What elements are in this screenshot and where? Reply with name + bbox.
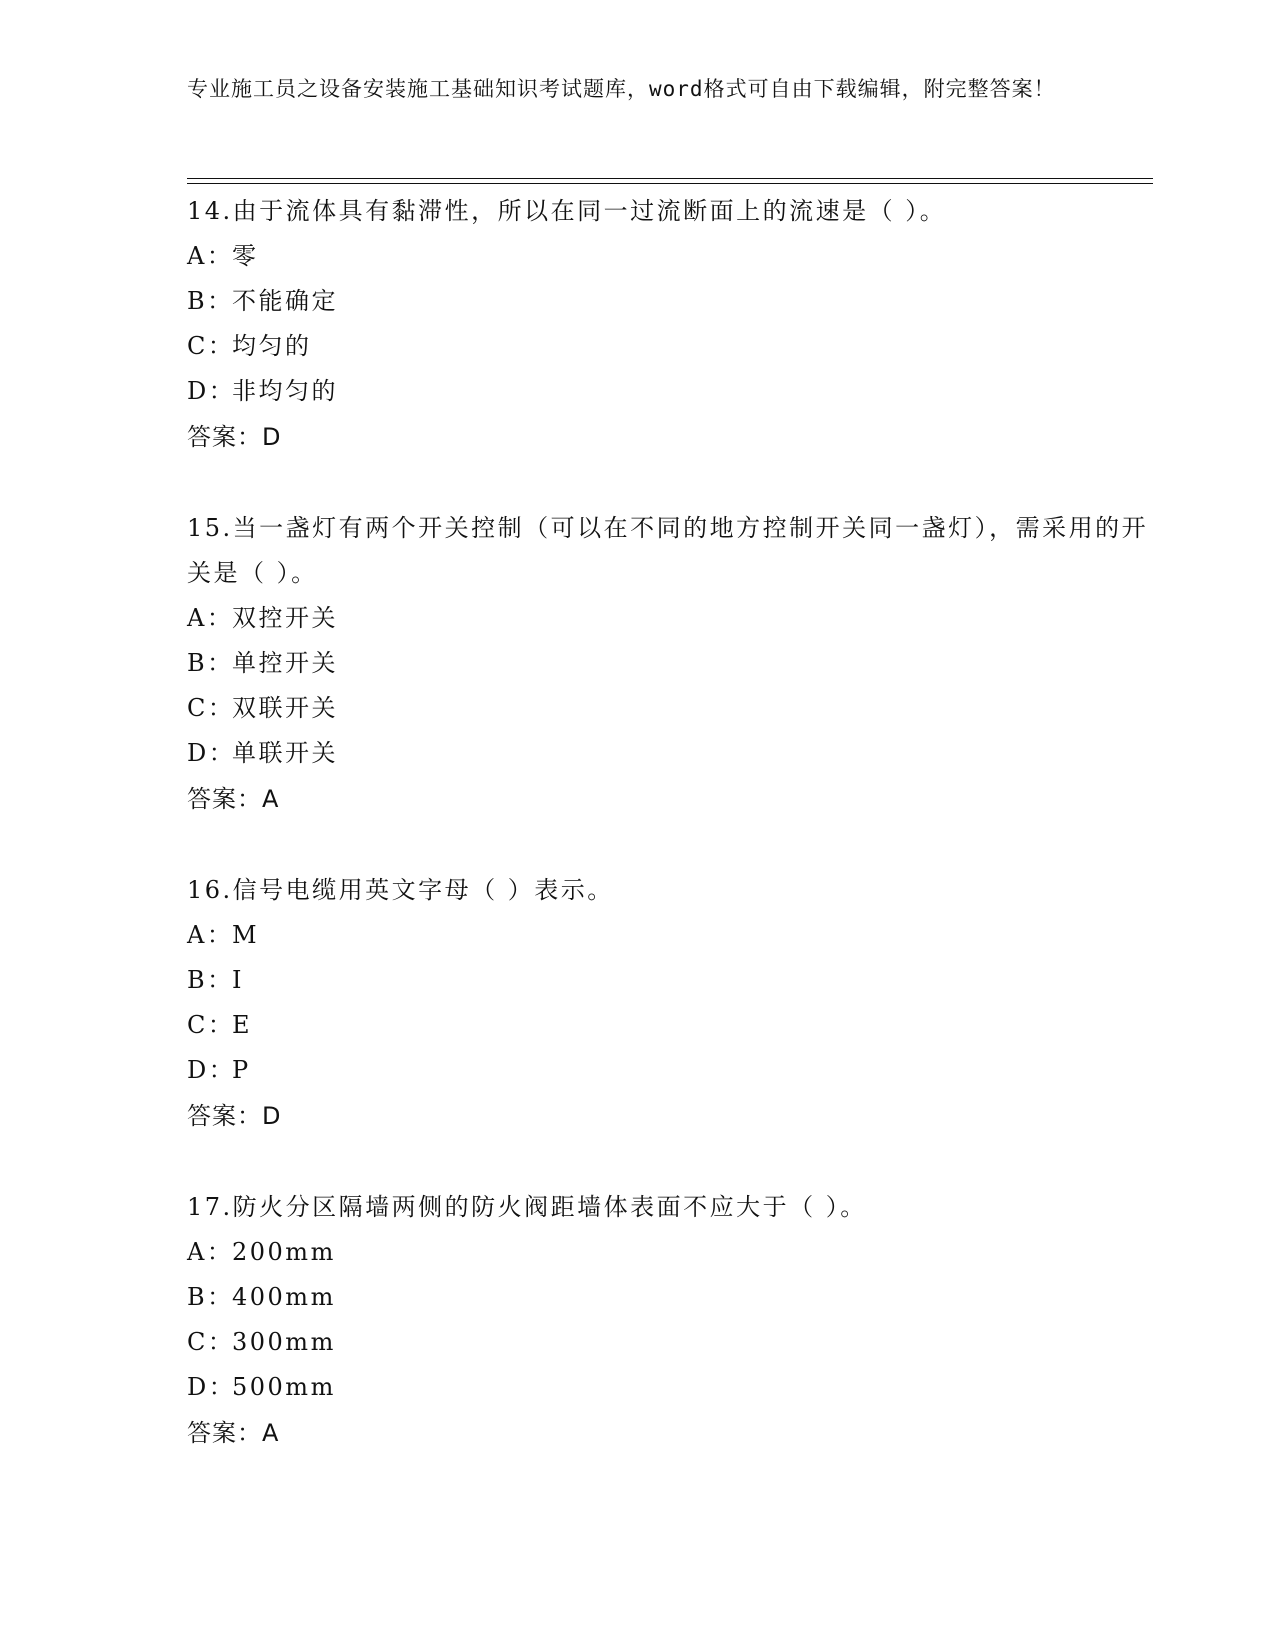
option-label: A： (187, 1238, 234, 1266)
option-text: 非均匀的 (232, 377, 338, 405)
option-label: A： (187, 242, 234, 270)
option-text: E (232, 1011, 253, 1039)
option-label: B： (187, 966, 234, 994)
option-label: B： (187, 1283, 234, 1311)
option-text: 200mm (232, 1238, 336, 1266)
option-text: 400mm (232, 1283, 336, 1311)
option-label: C： (187, 1011, 235, 1039)
option-b (187, 641, 1153, 686)
question-stem: 17.防火分区隔墙两侧的防火阀距墙体表面不应大于（ ）。 (187, 1193, 867, 1221)
question-stem: 14.由于流体具有黏滞性，所以在同一过流断面上的流速是（ ）。 (187, 197, 947, 225)
option-a (187, 1230, 1153, 1275)
question-17 (187, 1185, 1153, 1456)
option-label: D： (187, 1373, 236, 1401)
answer-line: 答案：D (187, 423, 282, 451)
option-c (187, 324, 1153, 369)
question-list (187, 189, 1153, 1502)
option-label: C： (187, 694, 235, 722)
option-b (187, 1275, 1153, 1320)
option-text: 双控开关 (232, 604, 338, 632)
option-text: 双联开关 (232, 694, 338, 722)
option-label: A： (187, 921, 234, 949)
option-text: 单控开关 (232, 649, 338, 677)
option-label: C： (187, 332, 235, 360)
option-b (187, 958, 1153, 1003)
option-label: B： (187, 287, 234, 315)
answer-line: 答案：A (187, 1419, 280, 1447)
option-text: 零 (232, 242, 259, 270)
question-16 (187, 868, 1153, 1139)
answer-line: 答案：A (187, 785, 280, 813)
option-text: P (232, 1056, 251, 1084)
option-label: D： (187, 1056, 236, 1084)
question-stem: 16.信号电缆用英文字母（ ）表示。 (187, 876, 614, 904)
option-d (187, 369, 1153, 414)
option-c (187, 1003, 1153, 1048)
header-divider-bottom (187, 183, 1153, 184)
option-c (187, 1320, 1153, 1365)
option-a (187, 596, 1153, 641)
option-text: I (232, 966, 244, 994)
option-label: A： (187, 604, 234, 632)
option-d (187, 731, 1153, 776)
option-text: 500mm (232, 1373, 336, 1401)
option-label: C： (187, 1328, 235, 1356)
document-header: 专业施工员之设备安装施工基础知识考试题库，word格式可自由下载编辑，附完整答案！ (187, 77, 1056, 101)
option-label: D： (187, 739, 236, 767)
question-stem: 15.当一盏灯有两个开关控制（可以在不同的地方控制开关同一盏灯），需采用的开关是（ ）。 (187, 514, 1149, 587)
option-b (187, 279, 1153, 324)
option-a (187, 234, 1153, 279)
option-label: B： (187, 649, 234, 677)
question-14 (187, 189, 1153, 460)
option-text: 均匀的 (232, 332, 312, 360)
option-d (187, 1365, 1153, 1410)
question-15 (187, 506, 1153, 822)
option-c (187, 686, 1153, 731)
option-label: D： (187, 377, 236, 405)
option-text: 300mm (232, 1328, 336, 1356)
option-text: 不能确定 (232, 287, 338, 315)
header-divider-top (187, 178, 1153, 179)
option-text: M (232, 921, 260, 949)
option-d (187, 1048, 1153, 1093)
answer-line: 答案：D (187, 1102, 282, 1130)
option-a (187, 913, 1153, 958)
option-text: 单联开关 (232, 739, 338, 767)
